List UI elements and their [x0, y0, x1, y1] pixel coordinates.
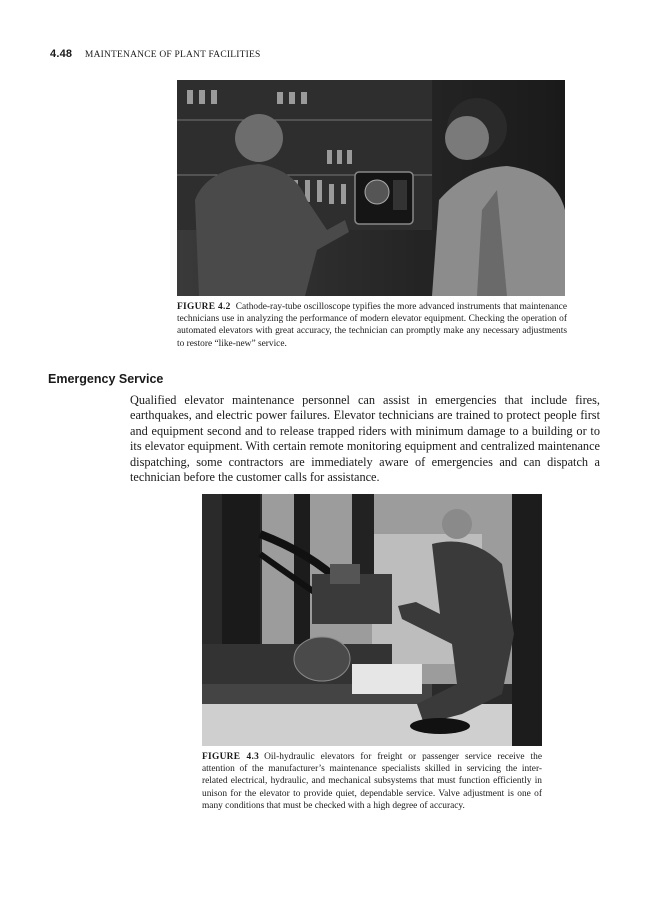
- figure-4-2-caption: [177, 301, 567, 350]
- page-number: 4.48: [50, 48, 73, 60]
- section-heading: Emergency Service: [48, 372, 164, 386]
- figure-4-2-photo: [177, 80, 565, 296]
- figure-4-3-photo: [202, 494, 542, 746]
- figure-4-3-caption: [202, 751, 542, 812]
- figure-label: FIGURE 4.3: [202, 752, 260, 762]
- figure-label: FIGURE 4.2: [177, 302, 231, 312]
- body-paragraph: Qualified elevator maintenance personnel can assist in emergencies that include fires, earthquakes, and electric power failures. Elevator technicians are trained to protect people first and equipment second and to release trapped riders with minimum damage to a building or to its elevator equipment. With certain remote monitoring equipment and centralized maintenance dispatching, some contractors are immediately aware of emergencies and can dispatch a technician before the customer calls for assistance.: [130, 393, 600, 485]
- caption-text: Cathode-ray-tube oscilloscope typifies the more advanced instruments that maintenance technicians use in analyzing the performance of modern elevator equipment. Checking the operation of automated elevators with great accuracy, the technician can promptly make any necessary adjustments to restore “like-new” service.: [177, 302, 567, 349]
- running-title: MAINTENANCE OF PLANT FACILITIES: [84, 50, 261, 60]
- running-header: [50, 48, 260, 60]
- caption-text: Oil-hydraulic elevators for freight or passenger service receive the attention of the manufacturer’s maintenance specialists skilled in servicing the inter-related electrical, hydraulic, and mechanical subsystems that must function efficiently in unison for the elevator to provide quiet, dependable service. Valve adjustment is one of many conditions that must be checked with a high degree of accuracy.: [202, 752, 542, 811]
